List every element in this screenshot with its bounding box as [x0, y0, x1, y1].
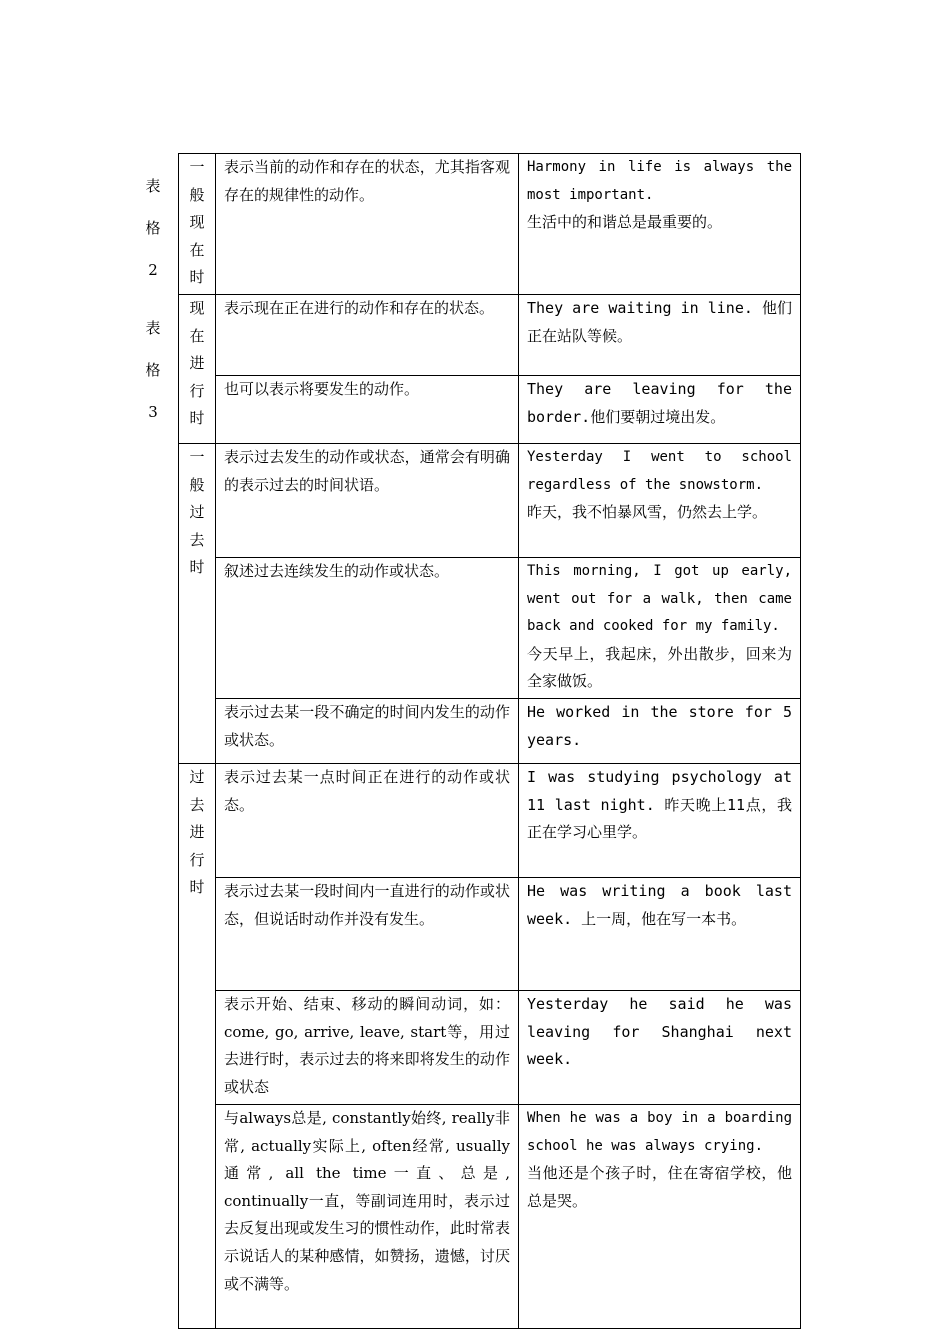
- side-label-table-3: [141, 307, 165, 433]
- table-row: [179, 878, 801, 991]
- table-row: [179, 295, 801, 376]
- side-label-a: 表格2: [145, 177, 161, 279]
- table-row: [179, 991, 801, 1105]
- usage-description: 叙述过去连续发生的动作或状态。: [216, 558, 519, 699]
- example-en: When he was a boy in a boarding school he was always crying.: [527, 1110, 792, 1154]
- tense-label: 过去进行时: [189, 768, 205, 897]
- tense-cell-past-progressive: [179, 764, 216, 1329]
- usage-description: 也可以表示将要发生的动作。: [216, 376, 519, 444]
- table-row: [179, 1105, 801, 1329]
- example-sentence: They are waiting in line. 他们正在站队等候。: [519, 295, 801, 376]
- tense-cell-simple-present: [179, 154, 216, 295]
- example-sentence: [519, 444, 801, 558]
- usage-description: 表示过去发生的动作或状态，通常会有明确的表示过去的时间状语。: [216, 444, 519, 558]
- side-label-table-2: [141, 165, 165, 291]
- usage-description: 表示现在正在进行的动作和存在的状态。: [216, 295, 519, 376]
- side-label-b: 表格3: [145, 319, 161, 421]
- table-row: [179, 558, 801, 699]
- table-row: [179, 376, 801, 444]
- table-row: [179, 699, 801, 764]
- side-label-text: [141, 165, 165, 291]
- tense-label: 一般现在时: [189, 158, 205, 287]
- example-zh: 昨天，我不怕暴风雪，仍然去上学。: [527, 503, 768, 522]
- example-sentence: [519, 1105, 801, 1329]
- example-sentence: I was studying psychology at 11 last night. 昨天晚上11点，我正在学习心里学。: [519, 764, 801, 878]
- example-en: Yesterday I went to school regardless of the snowstorm.: [527, 449, 792, 493]
- example-sentence: [519, 558, 801, 699]
- tense-label: 现在进行时: [189, 299, 205, 428]
- table-row: [179, 444, 801, 558]
- example-zh: 今天早上，我起床，外出散步，回来为全家做饭。: [527, 644, 792, 691]
- tense-cell-simple-past: [179, 444, 216, 764]
- usage-description: 表示过去某一段时间内一直进行的动作或状态，但说话时动作并没有发生。: [216, 878, 519, 991]
- example-sentence: He was writing a book last week. 上一周，他在写一本书。: [519, 878, 801, 991]
- usage-description: 表示开始、结束、移动的瞬间动词，如：come, go, arrive, leave, start等，用过去进行时，表示过去的将来即将发生的动作或状态: [216, 991, 519, 1105]
- example-sentence: He worked in the store for 5 years.: [519, 699, 801, 764]
- tense-table: [178, 153, 801, 1329]
- table-row: [179, 154, 801, 295]
- usage-description: 表示过去某一段不确定的时间内发生的动作或状态。: [216, 699, 519, 764]
- tense-label: 一般过去时: [189, 448, 205, 577]
- example-zh: 当他还是个孩子时，住在寄宿学校，他总是哭。: [527, 1164, 792, 1210]
- usage-description: 表示当前的动作和存在的状态，尤其指客观存在的规律性的动作。: [216, 154, 519, 295]
- usage-description: 表示过去某一点时间正在进行的动作或状态。: [216, 764, 519, 878]
- table-row: [179, 764, 801, 878]
- tense-cell-present-progressive: [179, 295, 216, 444]
- example-en: Harmony in life is always the most important.: [527, 159, 792, 203]
- example-en: This morning, I got up early, went out for a walk, then came back and cooked for my family.: [527, 563, 792, 635]
- usage-description: 与always总是, constantly始终, really非常, actually实际上, often经常, usually通常, all the time一直、总是, continually一直，等副词连用时，表示过去反复出现或发生习的惯性动作，此时常表示说话人的某种感情，如赞扬，遗憾，讨厌或不满等。: [216, 1105, 519, 1329]
- example-sentence: Yesterday he said he was leaving for Shanghai next week.: [519, 991, 801, 1105]
- example-sentence: [519, 154, 801, 295]
- example-zh: 生活中的和谐总是最重要的。: [527, 213, 723, 232]
- example-sentence: They are leaving for the border.他们要朝过境出发。: [519, 376, 801, 444]
